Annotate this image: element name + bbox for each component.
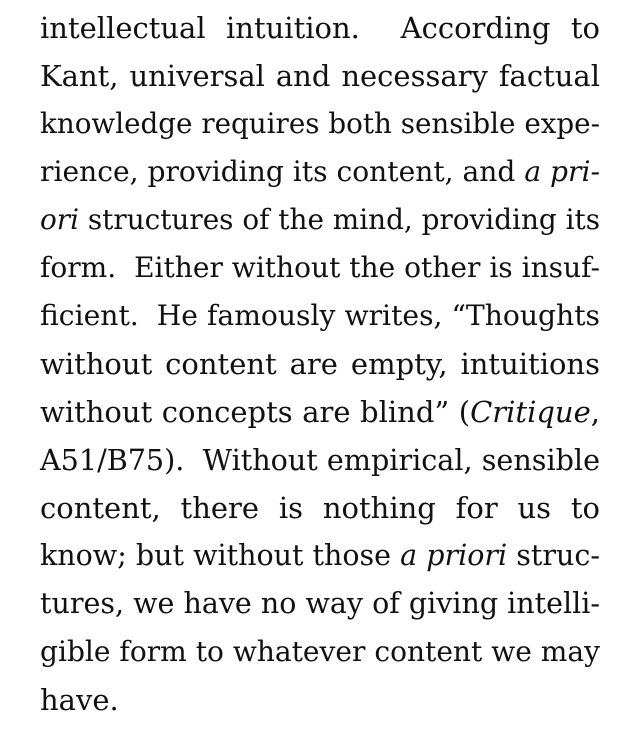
text-run: A51/B75). Without empirical, sensible — [40, 443, 600, 477]
text-run: know; but without those — [40, 539, 401, 572]
text-line — [40, 436, 600, 484]
text-line — [40, 292, 600, 340]
text-run: gible form to whatever content we may — [40, 635, 600, 668]
text-line — [40, 484, 600, 532]
text-line — [40, 52, 600, 100]
text-line — [40, 532, 600, 580]
text-line — [40, 628, 600, 676]
text-run: form. Either without the other is insuf- — [40, 251, 600, 284]
text-line — [40, 388, 600, 436]
text-run: structures of the mind, providing its — [79, 203, 600, 236]
text-line — [40, 4, 600, 52]
text-run: content, there is nothing for us to — [40, 491, 600, 525]
text-line — [40, 196, 600, 244]
text-run: intellectual intuition. According to — [40, 11, 600, 45]
text-line — [40, 340, 600, 388]
italic-text: Critique — [470, 395, 591, 429]
text-run: Kant, universal and necessary factual — [40, 59, 600, 93]
text-run: without content are empty, intuitions — [40, 347, 600, 381]
text-run: without concepts are blind” ( — [40, 395, 471, 429]
text-run: ficient. He famously writes, “Thoughts — [40, 299, 600, 332]
text-line — [40, 148, 600, 196]
italic-text: a pri- — [524, 155, 600, 188]
text-run: tures, we have no way of giving intelli- — [40, 587, 600, 620]
body-paragraph — [40, 4, 600, 724]
text-run: , — [590, 395, 600, 429]
text-line — [40, 676, 600, 724]
text-line — [40, 100, 600, 148]
text-run: have. — [40, 683, 119, 717]
italic-text: a priori — [400, 539, 508, 572]
text-run: rience, providing its content, and — [40, 155, 525, 188]
text-line — [40, 244, 600, 292]
text-run: struc- — [507, 539, 600, 572]
italic-text: ori — [40, 203, 80, 236]
text-run: knowledge requires both sensible expe- — [40, 107, 600, 140]
text-line — [40, 580, 600, 628]
